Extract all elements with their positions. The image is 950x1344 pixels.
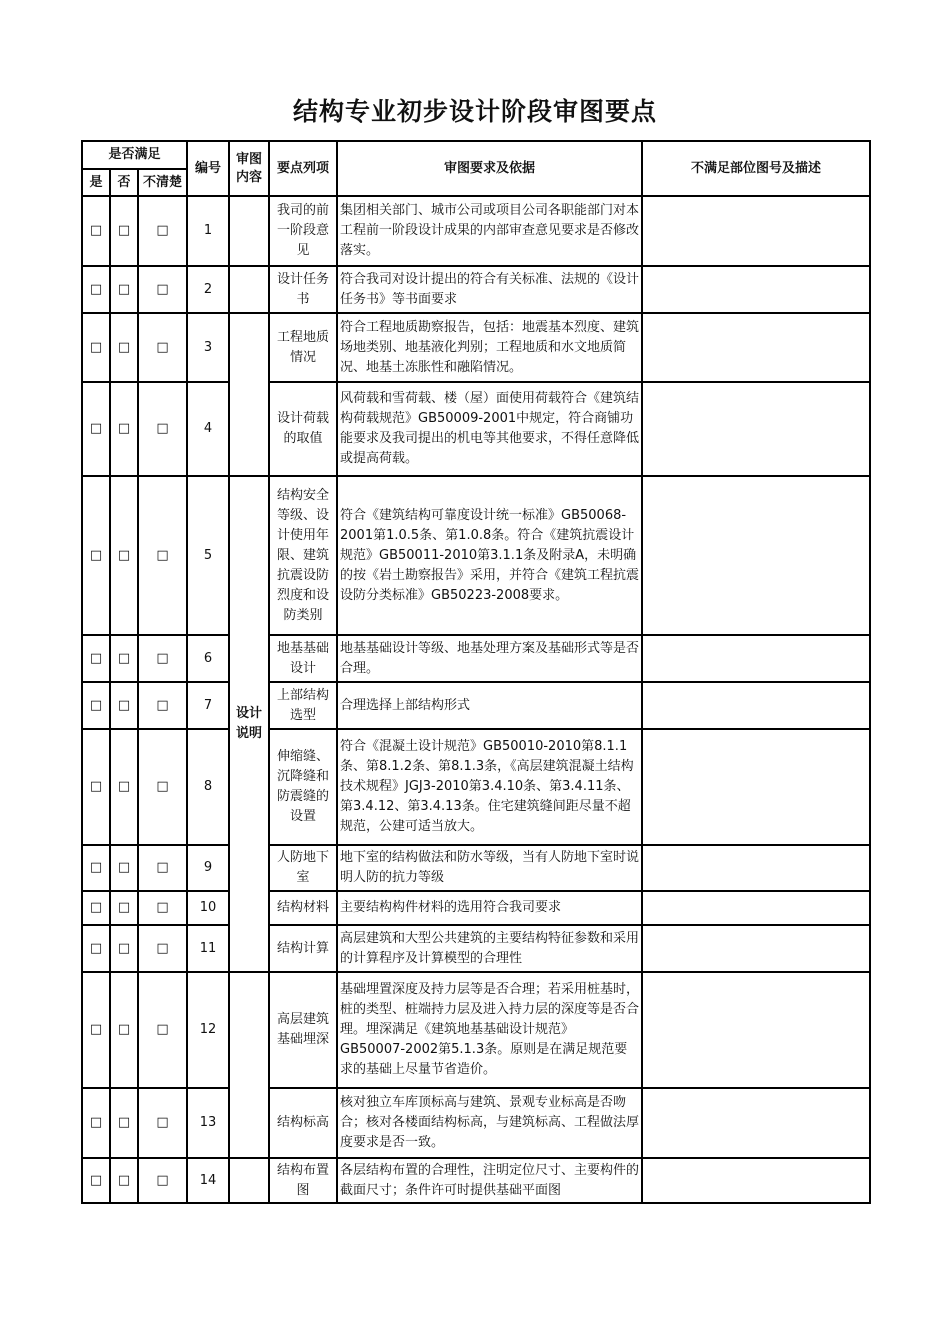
header-unclear: 不清楚 xyxy=(138,169,187,196)
yes-checkbox[interactable]: □ xyxy=(82,1158,110,1203)
table-row xyxy=(82,476,870,635)
key-item: 人防地下室 xyxy=(269,845,337,891)
no-checkbox[interactable]: □ xyxy=(110,845,138,891)
row-number: 7 xyxy=(187,682,229,729)
unclear-checkbox[interactable]: □ xyxy=(138,313,187,382)
requirement: 地基基础设计等级、地基处理方案及基础形式等是否合理。 xyxy=(337,635,642,682)
yes-checkbox[interactable]: □ xyxy=(82,313,110,382)
key-item: 结构安全等级、设计使用年限、建筑抗震设防烈度和设防类别 xyxy=(269,476,337,635)
row-number: 5 xyxy=(187,476,229,635)
header-review-content: 审图内容 xyxy=(229,141,269,196)
review-checklist-table xyxy=(81,140,871,1204)
row-number: 4 xyxy=(187,382,229,476)
noncompliance-cell[interactable] xyxy=(642,925,870,972)
table-row xyxy=(82,682,870,729)
no-checkbox[interactable]: □ xyxy=(110,313,138,382)
requirement: 地下室的结构做法和防水等级，当有人防地下室时说明人防的抗力等级 xyxy=(337,845,642,891)
unclear-checkbox[interactable]: □ xyxy=(138,729,187,845)
unclear-checkbox[interactable]: □ xyxy=(138,266,187,313)
yes-checkbox[interactable]: □ xyxy=(82,845,110,891)
key-item: 高层建筑基础埋深 xyxy=(269,972,337,1088)
header-requirements: 审图要求及依据 xyxy=(337,141,642,196)
no-checkbox[interactable]: □ xyxy=(110,729,138,845)
yes-checkbox[interactable]: □ xyxy=(82,266,110,313)
unclear-checkbox[interactable]: □ xyxy=(138,1088,187,1158)
noncompliance-cell[interactable] xyxy=(642,1158,870,1203)
row-number: 10 xyxy=(187,891,229,925)
category-design-description: 设计说明 xyxy=(229,476,269,972)
unclear-checkbox[interactable]: □ xyxy=(138,635,187,682)
requirement: 高层建筑和大型公共建筑的主要结构特征参数和采用的计算程序及计算模型的合理性 xyxy=(337,925,642,972)
header-yes: 是 xyxy=(82,169,110,196)
noncompliance-cell[interactable] xyxy=(642,845,870,891)
key-item: 地基基础设计 xyxy=(269,635,337,682)
unclear-checkbox[interactable]: □ xyxy=(138,1158,187,1203)
unclear-checkbox[interactable]: □ xyxy=(138,196,187,266)
noncompliance-cell[interactable] xyxy=(642,729,870,845)
no-checkbox[interactable]: □ xyxy=(110,476,138,635)
review-content-cell xyxy=(229,1158,269,1203)
yes-checkbox[interactable]: □ xyxy=(82,1088,110,1158)
table-row xyxy=(82,1088,870,1158)
table-row xyxy=(82,845,870,891)
document-title: 结构专业初步设计阶段审图要点 xyxy=(292,97,657,126)
no-checkbox[interactable]: □ xyxy=(110,266,138,313)
yes-checkbox[interactable]: □ xyxy=(82,682,110,729)
review-content-cell xyxy=(229,972,269,1158)
yes-checkbox[interactable]: □ xyxy=(82,729,110,845)
review-content-cell xyxy=(229,313,269,476)
key-item: 伸缩缝、沉降缝和防震缝的设置 xyxy=(269,729,337,845)
requirement: 集团相关部门、城市公司或项目公司各职能部门对本工程前一阶段设计成果的内部审查意见要求是否修改落实。 xyxy=(337,196,642,266)
yes-checkbox[interactable]: □ xyxy=(82,891,110,925)
table-row xyxy=(82,196,870,266)
table-row xyxy=(82,635,870,682)
no-checkbox[interactable]: □ xyxy=(110,972,138,1088)
requirement: 各层结构布置的合理性，注明定位尺寸、主要构件的截面尺寸；条件许可时提供基础平面图 xyxy=(337,1158,642,1203)
table-row xyxy=(82,382,870,476)
requirement: 核对独立车库顶标高与建筑、景观专业标高是否吻合；核对各楼面结构标高，与建筑标高、工程做法厚度要求是否一致。 xyxy=(337,1088,642,1158)
row-number: 8 xyxy=(187,729,229,845)
key-item: 设计任务书 xyxy=(269,266,337,313)
yes-checkbox[interactable]: □ xyxy=(82,196,110,266)
table-row xyxy=(82,1158,870,1203)
key-item: 上部结构选型 xyxy=(269,682,337,729)
unclear-checkbox[interactable]: □ xyxy=(138,476,187,635)
no-checkbox[interactable]: □ xyxy=(110,382,138,476)
noncompliance-cell[interactable] xyxy=(642,682,870,729)
requirement: 主要结构构件材料的选用符合我司要求 xyxy=(337,891,642,925)
noncompliance-cell[interactable] xyxy=(642,891,870,925)
noncompliance-cell[interactable] xyxy=(642,476,870,635)
noncompliance-cell[interactable] xyxy=(642,382,870,476)
row-number: 9 xyxy=(187,845,229,891)
header-noncompliance: 不满足部位图号及描述 xyxy=(642,141,870,196)
row-number: 2 xyxy=(187,266,229,313)
row-number: 11 xyxy=(187,925,229,972)
noncompliance-cell[interactable] xyxy=(642,635,870,682)
row-number: 6 xyxy=(187,635,229,682)
header-key-items: 要点列项 xyxy=(269,141,337,196)
header-number: 编号 xyxy=(187,141,229,196)
no-checkbox[interactable]: □ xyxy=(110,1158,138,1203)
key-item: 结构材料 xyxy=(269,891,337,925)
table-row xyxy=(82,891,870,925)
key-item: 结构标高 xyxy=(269,1088,337,1158)
row-number: 12 xyxy=(187,972,229,1088)
requirement: 符合工程地质勘察报告，包括：地震基本烈度、建筑场地类别、地基液化判别；工程地质和水文地质简况、地基土冻胀性和融陷情况。 xyxy=(337,313,642,382)
yes-checkbox[interactable]: □ xyxy=(82,382,110,476)
key-item: 结构计算 xyxy=(269,925,337,972)
yes-checkbox[interactable]: □ xyxy=(82,476,110,635)
header-no: 否 xyxy=(110,169,138,196)
row-number: 1 xyxy=(187,196,229,266)
noncompliance-cell[interactable] xyxy=(642,196,870,266)
unclear-checkbox[interactable]: □ xyxy=(138,682,187,729)
unclear-checkbox[interactable]: □ xyxy=(138,845,187,891)
yes-checkbox[interactable]: □ xyxy=(82,925,110,972)
requirement: 符合《混凝土设计规范》GB50010-2010第8.1.1条、第8.1.2条、第8.1.3条，《高层建筑混凝土结构技术规程》JGJ3-2010第3.4.10条、第3.4.11条、第3.4.12、第3.4.13条。住宅建筑缝间距尽量不超规范，公建可适当放大。 xyxy=(337,729,642,845)
yes-checkbox[interactable]: □ xyxy=(82,972,110,1088)
noncompliance-cell[interactable] xyxy=(642,266,870,313)
row-number: 3 xyxy=(187,313,229,382)
noncompliance-cell[interactable] xyxy=(642,1088,870,1158)
review-content-cell xyxy=(229,196,269,266)
noncompliance-cell[interactable] xyxy=(642,972,870,1088)
header-satisfied-group: 是否满足 xyxy=(82,141,187,169)
table-row xyxy=(82,313,870,382)
key-item: 设计荷载的取值 xyxy=(269,382,337,476)
requirement: 风荷载和雪荷载、楼（屋）面使用荷载符合《建筑结构荷载规范》GB50009-2001中规定，符合商铺功能要求及我司提出的机电等其他要求，不得任意降低或提高荷载。 xyxy=(337,382,642,476)
key-item: 工程地质情况 xyxy=(269,313,337,382)
no-checkbox[interactable]: □ xyxy=(110,635,138,682)
no-checkbox[interactable]: □ xyxy=(110,1088,138,1158)
key-item: 我司的前一阶段意见 xyxy=(269,196,337,266)
no-checkbox[interactable]: □ xyxy=(110,196,138,266)
row-number: 14 xyxy=(187,1158,229,1203)
requirement: 符合《建筑结构可靠度设计统一标准》GB50068-2001第1.0.5条、第1.0.8条。符合《建筑抗震设计规范》GB50011-2010第3.1.1条及附录A，未明确的按《岩土勘察报告》采用，并符合《建筑工程抗震设防分类标准》GB50223-2008要求。 xyxy=(337,476,642,635)
no-checkbox[interactable]: □ xyxy=(110,682,138,729)
table-row xyxy=(82,729,870,845)
requirement: 合理选择上部结构形式 xyxy=(337,682,642,729)
unclear-checkbox[interactable]: □ xyxy=(138,972,187,1088)
table-row xyxy=(82,972,870,1088)
key-item: 结构布置图 xyxy=(269,1158,337,1203)
noncompliance-cell[interactable] xyxy=(642,313,870,382)
table-row xyxy=(82,266,870,313)
requirement: 符合我司对设计提出的符合有关标准、法规的《设计任务书》等书面要求 xyxy=(337,266,642,313)
no-checkbox[interactable]: □ xyxy=(110,891,138,925)
unclear-checkbox[interactable]: □ xyxy=(138,925,187,972)
row-number: 13 xyxy=(187,1088,229,1158)
yes-checkbox[interactable]: □ xyxy=(82,635,110,682)
no-checkbox[interactable]: □ xyxy=(110,925,138,972)
unclear-checkbox[interactable]: □ xyxy=(138,891,187,925)
header-row-1 xyxy=(82,141,870,169)
table-row xyxy=(82,925,870,972)
review-content-cell xyxy=(229,266,269,313)
unclear-checkbox[interactable]: □ xyxy=(138,382,187,476)
requirement: 基础埋置深度及持力层等是否合理；若采用桩基时，桩的类型、桩端持力层及进入持力层的深度等是否合理。埋深满足《建筑地基基础设计规范》GB50007-2002第5.1.3条。原则是在满足规范要求的基础上尽量节省造价。 xyxy=(337,972,642,1088)
